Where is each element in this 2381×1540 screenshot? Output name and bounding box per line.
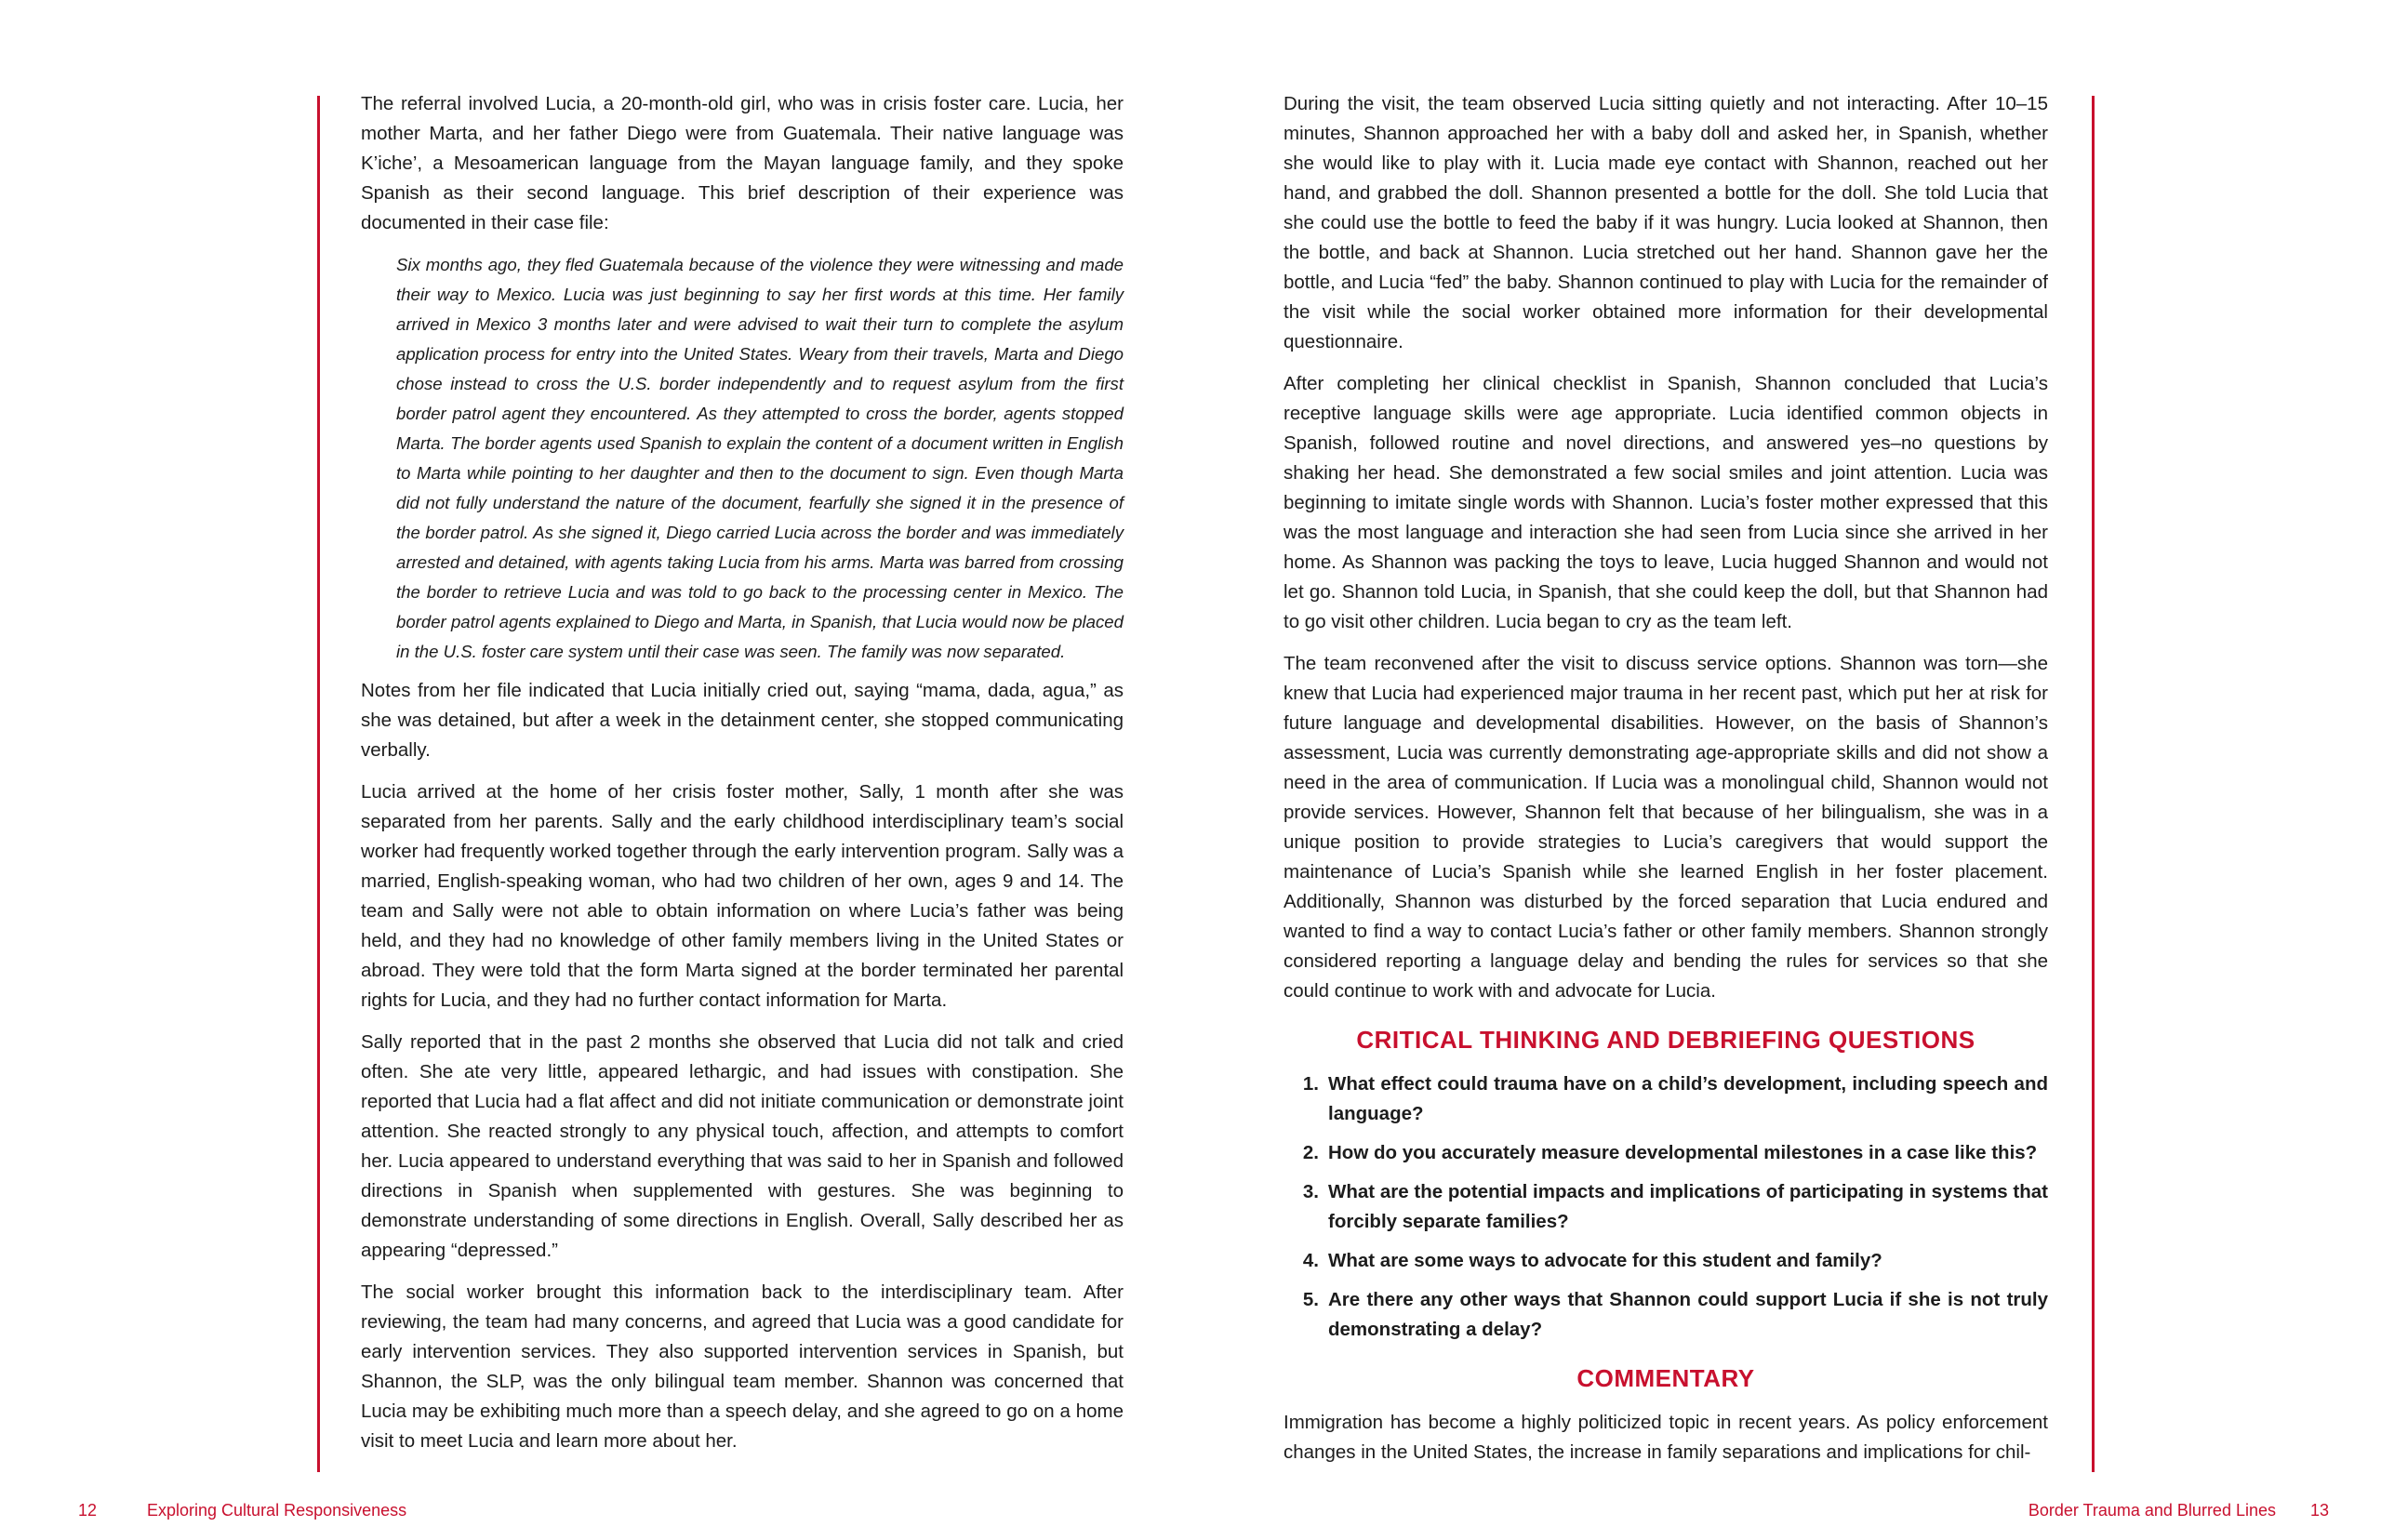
body-paragraph: The social worker brought this information back to the interdisciplinary team. After reviewing, the team had many concerns, and agreed that Lucia was a good candidate for early intervention services. They also supported intervention services in Spanish, but Shannon, the SLP, was the only bilingual team member. Shannon was concerned that Lucia may be exhibiting much more than a speech delay, and she agreed to go on a home visit to meet Lucia and learn more about her. xyxy=(361,1281,1124,1452)
left-running-title: Exploring Cultural Responsiveness xyxy=(147,1501,407,1520)
question-item xyxy=(1284,1177,2048,1237)
question-text: How do you accurately measure developmental milestones in a case like this? xyxy=(1328,1142,2038,1163)
body-paragraph: During the visit, the team observed Lucia sitting quietly and not interacting. After 10–15 minutes, Shannon approached her with a baby doll and asked her, in Spanish, whether she would like to play with it. Lucia made eye contact with Shannon, reached out her hand, and grabbed the doll. Shannon presented a bottle for the doll. She told Lucia that she could use the bottle to feed the baby if it was hungry. Lucia looked at Shannon, then the bottle, and back at Shannon. Lucia stretched out her hand. Shannon gave her the bottle, and Lucia “fed” the baby. Shannon continued to play with Lucia for the remainder of the visit while the social worker obtained more information for their developmental questionnaire. xyxy=(1284,93,2048,352)
left-margin-rule xyxy=(317,96,320,1472)
right-page-column xyxy=(1284,89,2048,1480)
questions-heading: CRITICAL THINKING AND DEBRIEFING QUESTIONS xyxy=(1356,1026,1975,1054)
right-running-title: Border Trauma and Blurred Lines xyxy=(2028,1501,2276,1520)
question-text: What effect could trauma have on a child’s development, including speech and language? xyxy=(1328,1073,2048,1124)
body-paragraph: Sally reported that in the past 2 months she observed that Lucia did not talk and cried often. She ate very little, appeared lethargic, and had issues with constipation. She reported that Lucia had a flat affect and did not initiate communication or demonstrate joint attention. She reacted strongly to any physical touch, affection, and attempts to comfort her. Lucia appeared to understand everything that was said to her in Spanish and followed directions in Spanish when supplemented with gestures. She was beginning to demonstrate understanding of some directions in English. Overall, Sally described her as appearing “depressed.” xyxy=(361,1031,1124,1261)
question-number: 5. xyxy=(1302,1289,1319,1310)
body-paragraph: Lucia arrived at the home of her crisis foster mother, Sally, 1 month after she was separated from her parents. Sally and the early childhood interdisciplinary team’s social worker had frequently worked together through the early intervention program. Sally was a married, English-speaking woman, who had two children of her own, ages 9 and 14. The team and Sally were not able to obtain information on where Lucia’s father was being held, and they had no knowledge of other family members living in the United States or abroad. They were told that the form Marta signed at the border terminated her parental rights for Lucia, and they had no further contact information for Marta. xyxy=(361,781,1124,1011)
question-item xyxy=(1284,1285,2048,1345)
question-item xyxy=(1284,1069,2048,1129)
question-text: What are the potential impacts and implications of participating in systems that forcibly separate families? xyxy=(1328,1181,2048,1232)
questions-list xyxy=(1284,1069,2048,1345)
question-item xyxy=(1284,1138,2048,1168)
question-number: 4. xyxy=(1302,1250,1319,1271)
question-text: Are there any other ways that Shannon could support Lucia if she is not truly demonstrating a delay? xyxy=(1328,1289,2048,1340)
question-number: 1. xyxy=(1302,1073,1319,1095)
body-paragraph: Notes from her file indicated that Lucia initially cried out, saying “mama, dada, agua,” as she was detained, but after a week in the detainment center, she stopped communicating verbally. xyxy=(361,680,1124,761)
left-page-number: 12 xyxy=(78,1501,98,1520)
left-page-column xyxy=(361,89,1124,1468)
body-paragraph: The referral involved Lucia, a 20-month-old girl, who was in crisis foster care. Lucia, her mother Marta, and her father Diego were from Guatemala. Their native language was K’iche’, a Mesoamerican language from the Mayan language family, and they spoke Spanish as their second language. This brief description of their experience was documented in their case file: xyxy=(361,93,1124,233)
case-file-quote: Six months ago, they fled Guatemala because of the violence they were witnessing and made their way to Mexico. Lucia was just beginning to say her first words at this time. Her family arrived in Mexico 3 months later and were advised to wait their turn to complete the asylum application process for entry into the United States. Weary from their travels, Marta and Diego chose instead to cross the U.S. border independently and to request asylum from the first border patrol agent they encountered. As they attempted to cross the border, agents stopped Marta. The border agents used Spanish to explain the content of a document written in English to Marta while pointing to her daughter and then to the document to sign. Even though Marta did not fully understand the nature of the document, fearfully she signed it in the presence of the border patrol. As she signed it, Diego carried Lucia across the border and was immediately arrested and detained, with agents taking Lucia from his arms. Marta was barred from crossing the border to retrieve Lucia and was told to go back to the processing center in Mexico. The border patrol agents explained to Diego and Marta, in Spanish, that Lucia would now be placed in the U.S. foster care system until their case was seen. The family was now separated. xyxy=(396,255,1124,661)
body-paragraph: The team reconvened after the visit to discuss service options. Shannon was torn—she knew that Lucia had experienced major trauma in her recent past, which put her at risk for future language and developmental disabilities. However, on the basis of Shannon’s assessment, Lucia was currently demonstrating age-appropriate skills and did not show a need in the area of communication. If Lucia was a monolingual child, Shannon would not provide services. However, Shannon felt that because of her bilingualism, she was in a unique position to provide strategies to Lucia’s caregivers that would support the maintenance of Lucia’s Spanish while she learned English in her foster placement. Additionally, Shannon was disturbed by the forced separation that Lucia endured and wanted to find a way to contact Lucia’s father or other family members. Shannon strongly considered reporting a language delay and bending the rules for services so that she could continue to work with and advocate for Lucia. xyxy=(1284,653,2048,1002)
question-item xyxy=(1284,1246,2048,1276)
body-paragraph: After completing her clinical checklist in Spanish, Shannon concluded that Lucia’s receptive language skills were age appropriate. Lucia identified common objects in Spanish, followed routine and novel directions, and answered yes–no questions by shaking her head. She demonstrated a few social smiles and joint attention. Lucia was beginning to imitate single words with Shannon. Lucia’s foster mother expressed that this was the most language and interaction she had seen from Lucia since she arrived in her home. As Shannon was packing the toys to leave, Lucia hugged Shannon and would not let go. Shannon told Lucia, in Spanish, that she could keep the doll, but that Shannon had to go visit other children. Lucia began to cry as the team left. xyxy=(1284,373,2048,632)
commentary-heading: COMMENTARY xyxy=(1576,1364,1755,1392)
commentary-paragraph: Immigration has become a highly politicized topic in recent years. As policy enforcement changes in the United States, the increase in family separations and implications for chil- xyxy=(1284,1412,2048,1463)
question-number: 3. xyxy=(1302,1181,1319,1202)
question-text: What are some ways to advocate for this student and family? xyxy=(1328,1250,1882,1271)
right-page-number: 13 xyxy=(2309,1501,2329,1520)
right-margin-rule xyxy=(2092,96,2095,1472)
question-number: 2. xyxy=(1302,1142,1319,1163)
